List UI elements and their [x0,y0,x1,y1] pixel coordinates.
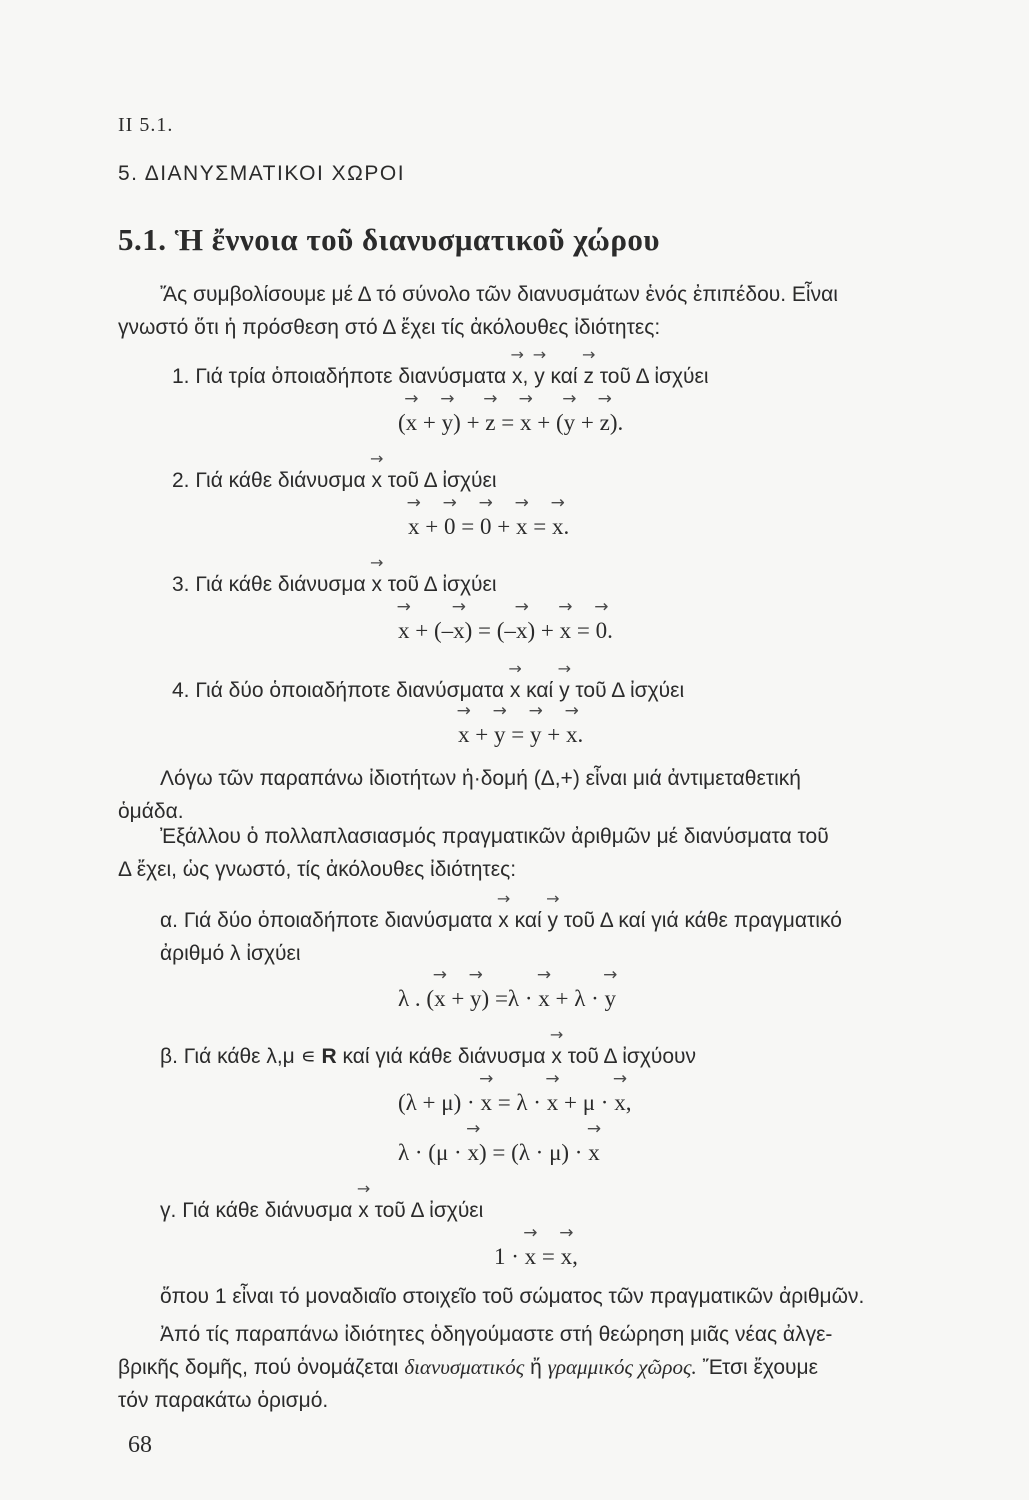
vector-x: → x [614,1090,626,1116]
property-label: γ. [160,1199,177,1222]
vector-x: → x [547,1090,559,1116]
vector-x: → x [398,618,410,644]
period: . [607,618,613,643]
operator: + λ · [549,986,605,1011]
formula-associativity [398,410,623,436]
equals: = [505,722,530,747]
operator: + [445,986,471,1011]
property-4 [172,674,684,707]
property-text-end: τοῦ Δ ἰσχύει [599,365,709,388]
vector-x: → x [406,410,418,436]
vector-x: → x [498,904,509,937]
property-number: 2. [172,469,190,492]
period: . [577,722,584,747]
conjunction: καί [550,365,578,388]
equals: = [527,514,552,539]
closing-line-1: Ἀπό τίς παραπάνω ἰδιότητες ὁδηγούμαστε στή θεώρηση μιᾶς νέας ἀλγε- [160,1323,833,1346]
period: . [563,514,570,539]
vector-x: → x [467,1140,479,1166]
operator: + [469,722,494,747]
conjunction: καί [526,679,554,702]
property-text-mid: καί γιά κάθε διάνυσμα [342,1045,546,1068]
vector-x: → x [588,1140,600,1166]
property-text: Γιά κάθε λ,μ ∊ [183,1045,316,1068]
vector-x: → x [458,722,470,748]
formula-inverse [398,618,613,644]
term-vector-space: διανυσματικός [404,1355,525,1379]
operator: + [541,722,566,747]
vector-x: → x [525,1244,537,1270]
property-number: 1. [172,365,190,388]
vector-y: → y [494,722,506,748]
operator: ) =λ · [481,986,539,1011]
vector-x: → x [520,410,532,436]
property-text: Γιά κάθε διάνυσμα [195,573,366,596]
comma: , [572,1244,578,1269]
conjunction: καί [514,909,542,932]
operator: λ · (μ · [398,1140,468,1165]
property-text-end: τοῦ Δ ἰσχύει [575,679,685,702]
paren: ). [609,410,624,435]
intro-line-1: Ἄς συμβολίσουμε μέ Δ τό σύνολο τῶν διανυσμάτων ἑνός ἐπιπέδου. Εἶναι [160,283,838,306]
unit-note: ὅπου 1 εἶναι τό μοναδιαῖο στοιχεῖο τοῦ σώματος τῶν πραγματικῶν ἀριθμῶν. [160,1285,865,1308]
property-text: Γιά κάθε διάνυσμα [182,1199,353,1222]
operator: ) = (– [464,618,516,643]
property-text-end: τοῦ Δ ἰσχύει [387,573,497,596]
property-text: Γιά δύο ὁποιαδήποτε διανύσματα [183,909,493,932]
vector-x: → x [371,464,382,497]
vector-x: → x [566,722,578,748]
property-number: 4. [172,679,190,702]
operator: + μ · [558,1090,615,1115]
vector-y: → y [559,674,570,707]
vector-x: → x [371,568,382,601]
property-text: Γιά κάθε διάνυσμα [195,469,366,492]
property-label: α. [160,909,178,932]
vector-x: → x [538,986,550,1012]
vector-z: → z [485,410,495,436]
vector-y: → y [605,986,617,1012]
vector-zero: → 0 [444,514,456,540]
vector-zero: → 0 [596,618,608,644]
scalar-property-gamma [160,1194,483,1227]
closing-line-2 [118,1351,818,1384]
property-number: 3. [172,573,190,596]
comma: , [522,365,529,388]
property-3 [172,568,497,601]
vector-x: → x [516,514,528,540]
vector-y: → y [470,986,482,1012]
closing-text: βρικῆς δομῆς, πού ὀνομάζεται [118,1356,399,1379]
vector-z: → z [583,360,594,393]
vector-x: → x [480,1090,492,1116]
scalar-property-alpha-line-2: ἀριθμό λ ἰσχύει [160,942,301,965]
equals: = [455,514,480,539]
vector-x: → x [358,1194,369,1227]
property-text-end: τοῦ Δ ἰσχύει [387,469,497,492]
property-label: β. [160,1045,178,1068]
operator: ) + [453,410,486,435]
term-linear-space: γραμμικός χῶρος. [547,1355,697,1379]
chapter-title: 5. ΔΙΑΝΥΣΜΑΤΙΚΟΙ ΧΩΡΟΙ [118,162,406,185]
page-number: 68 [128,1432,152,1458]
scalar-line-1: Ἐξάλλου ὁ πολλαπλασιασμός πραγματικῶν ἀριθμῶν μέ διανύσματα τοῦ [160,825,829,848]
vector-x: → x [512,360,523,393]
operator: λ . ( [398,986,435,1011]
operator: ) + [527,618,560,643]
formula-distributive-scalars [398,1090,631,1116]
property-text: Γιά δύο ὁποιαδήποτε διανύσματα [195,679,504,702]
property-text-end: τοῦ Δ καί γιά κάθε πραγματικό [563,909,842,932]
vector-x: → x [551,1040,562,1073]
operator: + [417,410,442,435]
vector-y: → y [564,410,576,436]
formula-distributive-vectors [398,986,616,1012]
formula-commutativity [458,722,583,748]
paren: ( [398,410,406,435]
operator: + [575,410,600,435]
equals: = λ · [491,1090,547,1115]
operator: (λ + μ) · [398,1090,481,1115]
operator: + [491,514,516,539]
operator: ) = (λ · μ) · [478,1140,589,1165]
property-text-end: τοῦ Δ ἰσχύει [374,1199,484,1222]
scalar-property-alpha [160,904,842,937]
vector-x: → x [560,618,572,644]
real-numbers-set: R [321,1045,337,1068]
vector-x: → x [510,674,521,707]
property-text-end: τοῦ Δ ἰσχύουν [567,1045,697,1068]
conjunction: ἤ [530,1356,542,1379]
vector-x: → x [434,986,446,1012]
vector-y: → y [534,360,545,393]
group-line-1: Λόγω τῶν παραπάνω ἰδιοτήτων ἡ·δομή (Δ,+) εἶναι μιά ἀντιμεταθετική [160,767,801,790]
operator: 1 · [494,1244,525,1269]
operator: + [419,514,444,539]
vector-zero: → 0 [480,514,492,540]
vector-x: → x [516,618,528,644]
vector-x: → x [561,1244,573,1270]
vector-x: → x [408,514,420,540]
equals: = [495,410,520,435]
closing-line-3: τόν παρακάτω ὁρισμό. [118,1389,329,1412]
vector-y: → y [548,904,559,937]
closing-text-end: Ἔτσι ἔχουμε [702,1356,818,1379]
formula-identity [408,514,569,540]
vector-x: → x [552,514,564,540]
scalar-line-2: Δ ἔχει, ὡς γνωστό, τίς ἀκόλουθες ἰδιότητες: [118,858,517,881]
formula-associative-scalars [398,1140,600,1166]
operator: + (– [409,618,454,643]
operator: + ( [531,410,564,435]
equals: = [571,618,596,643]
vector-y: → y [530,722,542,748]
group-line-2: ὁμάδα. [118,800,184,823]
property-text: Γιά τρία ὁποιαδήποτε διανύσματα [195,365,507,388]
equals: = [536,1244,561,1269]
formula-unit [494,1244,578,1270]
intro-line-2: γνωστό ὅτι ἡ πρόσθεση στό Δ ἔχει τίς ἀκόλουθες ἰδιότητες: [118,316,661,339]
comma: , [625,1090,632,1115]
section-title: 5.1. Ἡ ἔννοια τοῦ διανυσματικοῦ χώρου [118,222,661,257]
vector-x: → x [453,618,465,644]
vector-y: → y [442,410,454,436]
vector-z: → z [600,410,610,436]
section-code: II 5.1. [118,114,174,136]
